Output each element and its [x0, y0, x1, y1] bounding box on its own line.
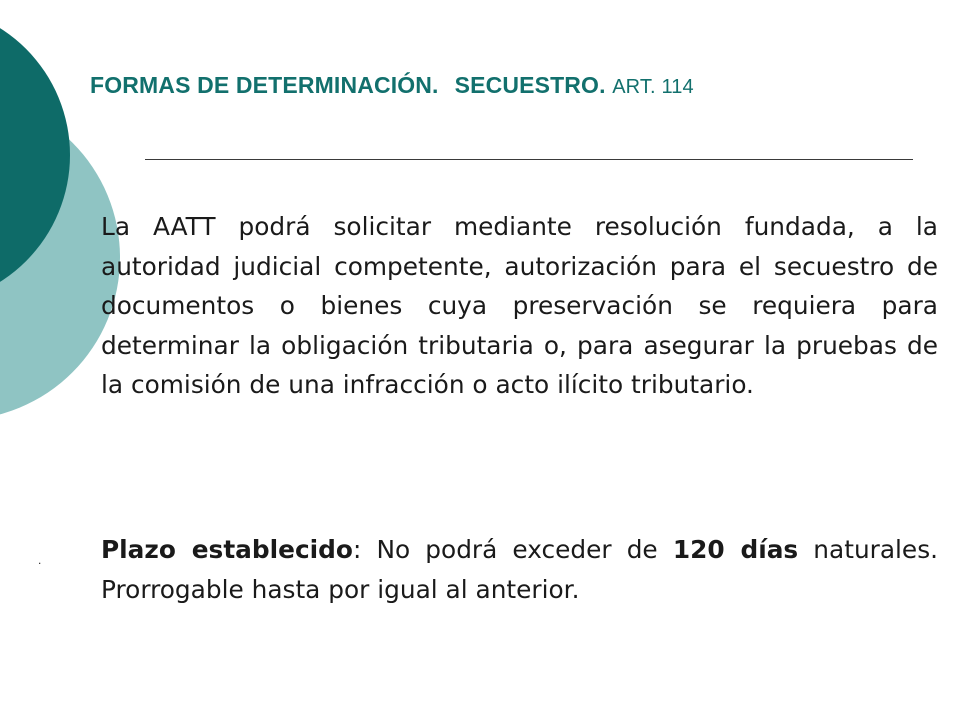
- main-paragraph: La AATT podrá solicitar mediante resolución fundada, a la autoridad judicial competente, autorización para el secuestro de documentos o bienes cuya preservación se requiera para determinar la obligación tributaria o, para asegurar la pruebas de la comisión de una infracción o acto ilícito tributario.: [101, 212, 938, 399]
- slide-title: [90, 72, 694, 99]
- plazo-text-before: : No podrá exceder de: [352, 535, 673, 564]
- plazo-text-after: naturales. Prorrogable hasta por igual al anterior.: [101, 535, 938, 604]
- plazo-bullet: .: [38, 553, 42, 567]
- plazo-highlight: 120 días: [672, 535, 799, 564]
- title-sub: SECUESTRO.: [454, 72, 606, 98]
- title-article: ART. 114: [612, 76, 694, 98]
- title-main: FORMAS DE DETERMINACIÓN.: [90, 72, 439, 98]
- plazo-label: Plazo establecido: [101, 535, 353, 564]
- title-divider: [145, 159, 913, 160]
- plazo-paragraph: [101, 530, 938, 609]
